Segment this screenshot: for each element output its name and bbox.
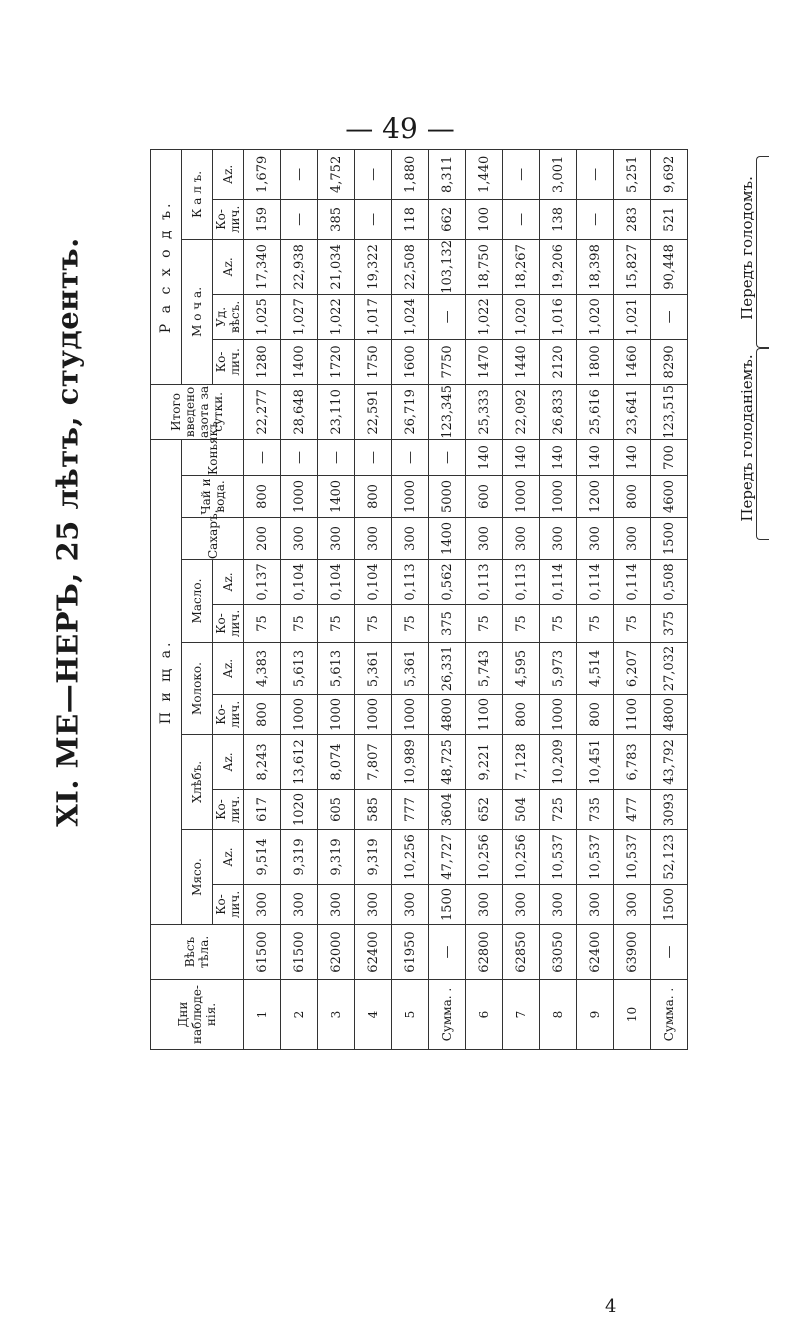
cell-sugar: 200: [244, 518, 281, 560]
cell-butter-az: 0,104: [355, 560, 392, 605]
cell-urine-q: 1800: [577, 339, 614, 384]
header-butter-az: Аz.: [213, 560, 244, 605]
cell-cognac: —: [281, 439, 318, 475]
header-meat: Мясо.: [182, 830, 213, 925]
cell-sugar: 300: [355, 518, 392, 560]
header-tea: Чай и вода.: [182, 476, 244, 518]
nitrogen-balance-table: [150, 149, 688, 1050]
cell-milk-az: 4,595: [503, 643, 540, 695]
table-body: [244, 149, 688, 1049]
cell-milk-az: 4,383: [244, 643, 281, 695]
cell-bread-q: 504: [503, 790, 540, 830]
cell-feces-az: 8,311: [429, 149, 466, 199]
cell-feces-q: 283: [614, 199, 651, 239]
table-row: [392, 149, 429, 1049]
cell-urine-q: 1440: [503, 339, 540, 384]
cell-sugar: 300: [614, 518, 651, 560]
cell-bread-q: 735: [577, 790, 614, 830]
cell-milk-az: 5,361: [355, 643, 392, 695]
cell-day: 8: [540, 980, 577, 1050]
header-urine: М о ч а.: [182, 239, 213, 384]
cell-urine-q: 2120: [540, 339, 577, 384]
cell-urine-az: 21,034: [318, 239, 355, 294]
cell-milk-q: 800: [244, 695, 281, 735]
cell-cognac: 140: [614, 439, 651, 475]
cell-urine-az: 18,750: [466, 239, 503, 294]
cell-cognac: 140: [503, 439, 540, 475]
cell-bread-az: 7,128: [503, 735, 540, 790]
cell-ud: 1,024: [392, 294, 429, 339]
cell-day: 6: [466, 980, 503, 1050]
cell-meat-az: 9,319: [318, 830, 355, 885]
cell-milk-az: 4,514: [577, 643, 614, 695]
cell-bread-q: 652: [466, 790, 503, 830]
table-row-sum: [429, 149, 466, 1049]
cell-tea: 800: [614, 476, 651, 518]
header-feces: К а л ъ.: [182, 149, 213, 239]
header-cognac: Коньякъ.: [182, 439, 244, 475]
cell-milk-q: 1000: [355, 695, 392, 735]
cell-urine-az: 19,206: [540, 239, 577, 294]
table-row: [466, 149, 503, 1049]
cell-cognac: 140: [577, 439, 614, 475]
cell-day: 9: [577, 980, 614, 1050]
cell-day: Сумма. .: [429, 980, 466, 1050]
cell-feces-q: —: [281, 199, 318, 239]
cell-bread-q: 777: [392, 790, 429, 830]
cell-cognac: 140: [540, 439, 577, 475]
cell-butter-az: 0,104: [318, 560, 355, 605]
header-urine-ud: Уд. вѣсъ.: [213, 294, 244, 339]
cell-day: 2: [281, 980, 318, 1050]
cell-butter-q: 75: [355, 605, 392, 643]
cell-meat-q: 1500: [429, 885, 466, 925]
cell-feces-az: —: [503, 149, 540, 199]
cell-ud: 1,025: [244, 294, 281, 339]
cell-bread-az: 9,221: [466, 735, 503, 790]
period-label-during: Передъ голодомъ.: [738, 176, 756, 320]
cell-sugar: 300: [577, 518, 614, 560]
cell-weight: 62000: [318, 925, 355, 980]
table-row: [577, 149, 614, 1049]
cell-butter-az: 0,114: [614, 560, 651, 605]
header-total-n: Итого введено азота за сутки.: [151, 384, 244, 439]
cell-meat-az: 9,319: [281, 830, 318, 885]
header-bread: Хлѣбъ.: [182, 735, 213, 830]
header-meat-az: Аz.: [213, 830, 244, 885]
header-butter-qty: Ко-лич.: [213, 605, 244, 643]
cell-bread-az: 8,243: [244, 735, 281, 790]
cell-bread-q: 3604: [429, 790, 466, 830]
cell-meat-q: 300: [503, 885, 540, 925]
cell-meat-az: 10,537: [614, 830, 651, 885]
cell-butter-az: 0,113: [466, 560, 503, 605]
footer-number: 4: [605, 1296, 617, 1317]
cell-total: 26,719: [392, 384, 429, 439]
cell-urine-az: 15,827: [614, 239, 651, 294]
header-feces-qty: Ко-лич.: [213, 199, 244, 239]
cell-ud: —: [651, 294, 688, 339]
cell-ud: 1,021: [614, 294, 651, 339]
cell-tea: 1000: [503, 476, 540, 518]
cell-bread-q: 585: [355, 790, 392, 830]
cell-ud: 1,016: [540, 294, 577, 339]
cell-butter-q: 75: [614, 605, 651, 643]
cell-bread-q: 725: [540, 790, 577, 830]
cell-day: 3: [318, 980, 355, 1050]
cell-milk-q: 1100: [614, 695, 651, 735]
cell-total: 22,277: [244, 384, 281, 439]
cell-feces-az: 1,679: [244, 149, 281, 199]
header-feces-az: Аz.: [213, 149, 244, 199]
cell-meat-q: 300: [318, 885, 355, 925]
table-row: [355, 149, 392, 1049]
cell-weight: 62800: [466, 925, 503, 980]
cell-feces-az: 1,440: [466, 149, 503, 199]
cell-milk-az: 5,743: [466, 643, 503, 695]
cell-meat-az: 10,537: [577, 830, 614, 885]
cell-meat-q: 300: [244, 885, 281, 925]
cell-milk-q: 1000: [392, 695, 429, 735]
table-row: [244, 149, 281, 1049]
cell-milk-az: 27,032: [651, 643, 688, 695]
cell-feces-az: —: [281, 149, 318, 199]
cell-ud: 1,020: [503, 294, 540, 339]
cell-cognac: —: [392, 439, 429, 475]
cell-milk-q: 800: [503, 695, 540, 735]
cell-total: 25,616: [577, 384, 614, 439]
cell-milk-q: 1100: [466, 695, 503, 735]
cell-meat-az: 10,256: [503, 830, 540, 885]
cell-feces-q: —: [503, 199, 540, 239]
cell-total: 23,641: [614, 384, 651, 439]
cell-feces-az: 5,251: [614, 149, 651, 199]
cell-feces-q: 385: [318, 199, 355, 239]
cell-butter-q: 75: [466, 605, 503, 643]
cell-cognac: 140: [466, 439, 503, 475]
cell-cognac: 700: [651, 439, 688, 475]
cell-meat-q: 300: [392, 885, 429, 925]
cell-milk-q: 1000: [540, 695, 577, 735]
cell-butter-az: 0,113: [392, 560, 429, 605]
cell-feces-q: —: [355, 199, 392, 239]
cell-weight: 62850: [503, 925, 540, 980]
cell-urine-az: 103,132: [429, 239, 466, 294]
cell-day: 5: [392, 980, 429, 1050]
cell-ud: 1,022: [466, 294, 503, 339]
cell-day: 7: [503, 980, 540, 1050]
cell-milk-az: 5,613: [281, 643, 318, 695]
cell-tea: 600: [466, 476, 503, 518]
cell-meat-az: 10,256: [466, 830, 503, 885]
cell-urine-az: 90,448: [651, 239, 688, 294]
cell-milk-q: 4800: [651, 695, 688, 735]
header-bread-qty: Ко-лич.: [213, 790, 244, 830]
header-bread-az: Аz.: [213, 735, 244, 790]
cell-feces-q: —: [577, 199, 614, 239]
cell-tea: 1000: [540, 476, 577, 518]
cell-feces-az: 1,880: [392, 149, 429, 199]
cell-total: 26,833: [540, 384, 577, 439]
cell-feces-az: —: [355, 149, 392, 199]
cell-feces-q: 662: [429, 199, 466, 239]
cell-milk-az: 26,331: [429, 643, 466, 695]
cell-total: 25,333: [466, 384, 503, 439]
table-row: [614, 149, 651, 1049]
period-label-before: Передъ голоданіемъ.: [738, 354, 756, 522]
cell-cognac: —: [244, 439, 281, 475]
cell-day: 4: [355, 980, 392, 1050]
cell-milk-az: 5,613: [318, 643, 355, 695]
cell-weight: 62400: [355, 925, 392, 980]
cell-butter-q: 375: [651, 605, 688, 643]
cell-milk-q: 800: [577, 695, 614, 735]
cell-bread-q: 3093: [651, 790, 688, 830]
side-heading-text: XI. МЕ—НЕРЪ, 25 лѣтъ, студентъ.: [51, 237, 86, 827]
cell-total: 22,092: [503, 384, 540, 439]
cell-ud: 1,020: [577, 294, 614, 339]
cell-ud: 1,017: [355, 294, 392, 339]
cell-urine-az: 18,398: [577, 239, 614, 294]
cell-urine-az: 18,267: [503, 239, 540, 294]
cell-meat-q: 300: [540, 885, 577, 925]
cell-urine-q: 1720: [318, 339, 355, 384]
cell-feces-az: —: [577, 149, 614, 199]
cell-tea: 1000: [281, 476, 318, 518]
header-sugar: Сахаръ.: [182, 518, 244, 560]
cell-butter-q: 75: [281, 605, 318, 643]
cell-butter-az: 0,113: [503, 560, 540, 605]
cell-cognac: —: [318, 439, 355, 475]
cell-ud: 1,022: [318, 294, 355, 339]
header-milk: Молоко.: [182, 643, 213, 735]
cell-ud: 1,027: [281, 294, 318, 339]
cell-meat-q: 300: [614, 885, 651, 925]
cell-bread-q: 477: [614, 790, 651, 830]
period-brace-before: [756, 348, 769, 540]
cell-milk-q: 4800: [429, 695, 466, 735]
cell-total: 23,110: [318, 384, 355, 439]
cell-milk-az: 5,361: [392, 643, 429, 695]
cell-bread-az: 10,209: [540, 735, 577, 790]
header-butter: Масло.: [182, 560, 213, 643]
cell-bread-az: 43,792: [651, 735, 688, 790]
header-weight: Вѣсъ тѣла.: [151, 925, 244, 980]
cell-tea: 5000: [429, 476, 466, 518]
cell-meat-az: 10,256: [392, 830, 429, 885]
cell-weight: 62400: [577, 925, 614, 980]
cell-butter-az: 0,114: [577, 560, 614, 605]
cell-day: 10: [614, 980, 651, 1050]
cell-butter-q: 75: [244, 605, 281, 643]
cell-bread-q: 1020: [281, 790, 318, 830]
cell-weight: 63050: [540, 925, 577, 980]
table-row-sum: [651, 149, 688, 1049]
cell-tea: 800: [244, 476, 281, 518]
cell-meat-q: 300: [577, 885, 614, 925]
cell-bread-az: 13,612: [281, 735, 318, 790]
cell-milk-az: 6,207: [614, 643, 651, 695]
cell-meat-az: 10,537: [540, 830, 577, 885]
cell-weight: —: [429, 925, 466, 980]
cell-butter-az: 0,114: [540, 560, 577, 605]
table-row: [318, 149, 355, 1049]
cell-tea: 1000: [392, 476, 429, 518]
cell-urine-q: 1460: [614, 339, 651, 384]
header-food: П и щ а.: [151, 439, 182, 924]
cell-butter-q: 75: [577, 605, 614, 643]
cell-urine-az: 22,508: [392, 239, 429, 294]
cell-tea: 1400: [318, 476, 355, 518]
cell-urine-q: 1400: [281, 339, 318, 384]
cell-day: 1: [244, 980, 281, 1050]
cell-butter-az: 0,508: [651, 560, 688, 605]
cell-sugar: 300: [392, 518, 429, 560]
header-days: Дни наблюде-нія.: [151, 980, 244, 1050]
cell-weight: —: [651, 925, 688, 980]
cell-sugar: 300: [466, 518, 503, 560]
cell-total: 123,345: [429, 384, 466, 439]
cell-milk-q: 1000: [318, 695, 355, 735]
cell-milk-az: 5,973: [540, 643, 577, 695]
cell-meat-az: 52,123: [651, 830, 688, 885]
cell-feces-q: 159: [244, 199, 281, 239]
cell-butter-q: 75: [392, 605, 429, 643]
header-excreta: Р а с х о д ъ.: [151, 149, 182, 384]
cell-total: 22,591: [355, 384, 392, 439]
side-heading: [18, 232, 118, 832]
cell-butter-az: 0,137: [244, 560, 281, 605]
cell-weight: 61500: [244, 925, 281, 980]
cell-meat-az: 9,319: [355, 830, 392, 885]
cell-butter-q: 75: [503, 605, 540, 643]
cell-sugar: 1400: [429, 518, 466, 560]
cell-tea: 1200: [577, 476, 614, 518]
cell-sugar: 300: [540, 518, 577, 560]
cell-weight: 61500: [281, 925, 318, 980]
cell-ud: —: [429, 294, 466, 339]
cell-bread-q: 617: [244, 790, 281, 830]
cell-bread-q: 605: [318, 790, 355, 830]
cell-weight: 61950: [392, 925, 429, 980]
cell-bread-az: 10,451: [577, 735, 614, 790]
cell-urine-q: 8290: [651, 339, 688, 384]
cell-feces-az: 4,752: [318, 149, 355, 199]
cell-sugar: 300: [281, 518, 318, 560]
cell-bread-az: 6,783: [614, 735, 651, 790]
cell-butter-q: 375: [429, 605, 466, 643]
cell-milk-q: 1000: [281, 695, 318, 735]
cell-butter-q: 75: [540, 605, 577, 643]
cell-urine-az: 22,938: [281, 239, 318, 294]
table-row: [540, 149, 577, 1049]
cell-bread-az: 7,807: [355, 735, 392, 790]
cell-sugar: 300: [503, 518, 540, 560]
cell-meat-az: 47,727: [429, 830, 466, 885]
cell-meat-az: 9,514: [244, 830, 281, 885]
cell-cognac: —: [429, 439, 466, 475]
cell-meat-q: 300: [281, 885, 318, 925]
cell-total: 123,515: [651, 384, 688, 439]
cell-urine-az: 19,322: [355, 239, 392, 294]
header-meat-qty: Ко-лич.: [213, 885, 244, 925]
cell-feces-az: 9,692: [651, 149, 688, 199]
cell-butter-q: 75: [318, 605, 355, 643]
cell-sugar: 300: [318, 518, 355, 560]
header-urine-qty: Ко-лич.: [213, 339, 244, 384]
period-brace-during: [756, 156, 769, 348]
cell-urine-az: 17,340: [244, 239, 281, 294]
cell-bread-az: 8,074: [318, 735, 355, 790]
page-number: — 49 —: [345, 112, 455, 145]
table-row: [503, 149, 540, 1049]
rotated-table-block: [150, 150, 790, 1050]
cell-tea: 800: [355, 476, 392, 518]
cell-urine-q: 1280: [244, 339, 281, 384]
cell-urine-q: 1470: [466, 339, 503, 384]
cell-butter-az: 0,562: [429, 560, 466, 605]
cell-feces-q: 118: [392, 199, 429, 239]
cell-urine-q: 1600: [392, 339, 429, 384]
cell-day: Сумма. .: [651, 980, 688, 1050]
header-urine-az: Аz.: [213, 239, 244, 294]
cell-meat-q: 300: [355, 885, 392, 925]
table-row: [281, 149, 318, 1049]
cell-bread-az: 10,989: [392, 735, 429, 790]
cell-feces-az: 3,001: [540, 149, 577, 199]
cell-meat-q: 1500: [651, 885, 688, 925]
cell-butter-az: 0,104: [281, 560, 318, 605]
cell-cognac: —: [355, 439, 392, 475]
cell-sugar: 1500: [651, 518, 688, 560]
cell-tea: 4600: [651, 476, 688, 518]
cell-weight: 63900: [614, 925, 651, 980]
cell-urine-q: 1750: [355, 339, 392, 384]
cell-feces-q: 138: [540, 199, 577, 239]
cell-meat-q: 300: [466, 885, 503, 925]
cell-feces-q: 521: [651, 199, 688, 239]
cell-urine-q: 7750: [429, 339, 466, 384]
cell-bread-az: 48,725: [429, 735, 466, 790]
header-milk-az: Аz.: [213, 643, 244, 695]
cell-feces-q: 100: [466, 199, 503, 239]
cell-total: 28,648: [281, 384, 318, 439]
header-milk-qty: Ко-лич.: [213, 695, 244, 735]
